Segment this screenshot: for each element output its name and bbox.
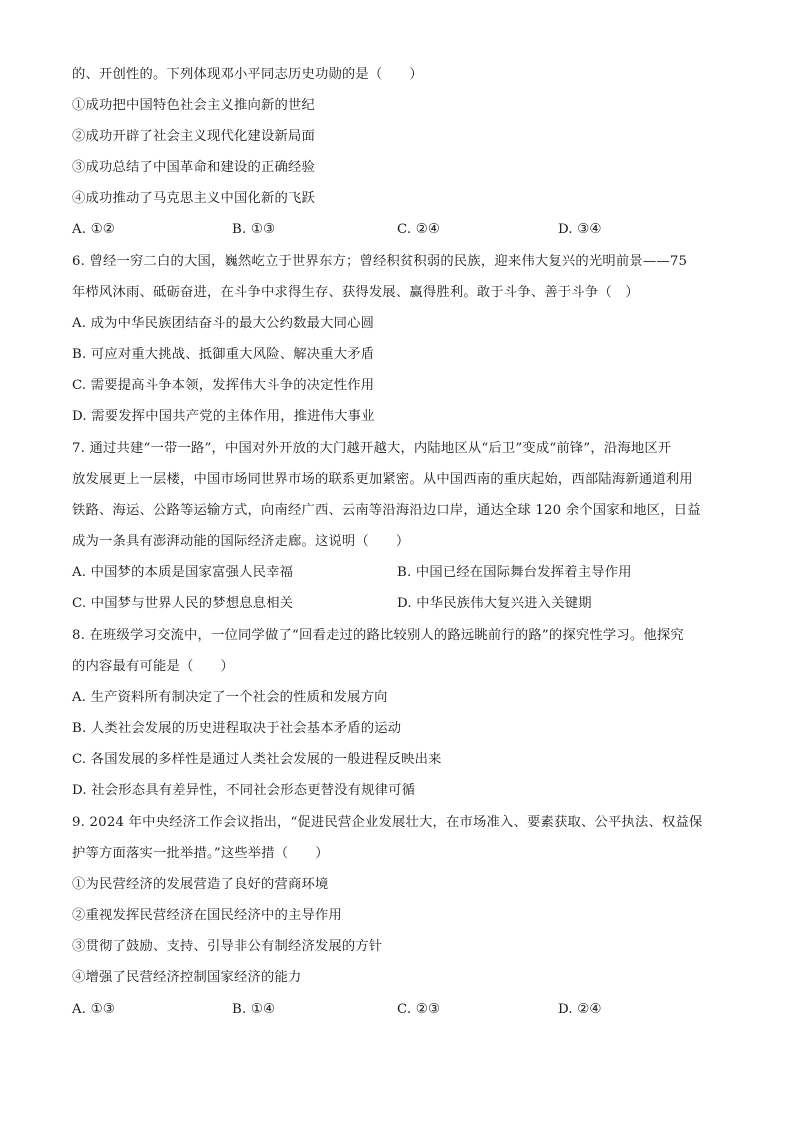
q9-option-c: C. ②③: [397, 1002, 440, 1017]
q9-item-2: ②重视发挥民营经济在国民经济中的主导作用: [72, 908, 342, 923]
q8-stem-line-1: 8. 在班级学习交流中，一位同学做了“回看走过的路比较别人的路远眺前行的路”的探究性学习。他探究: [72, 628, 684, 643]
q6-option-d: D. 需要发挥中国共产党的主体作用，推进伟大事业: [72, 409, 375, 424]
q7-option-a: A. 中国梦的本质是国家富强人民幸福: [72, 565, 294, 580]
q5-stem-end: 的、开创性的。下列体现邓小平同志历史功勋的是（ ）: [72, 67, 423, 82]
q7-stem-line-2: 放发展更上一层楼，中国市场同世界市场的联系更加紧密。从中国西南的重庆起始，西部陆海新通道利用: [72, 472, 693, 487]
q6-stem-line-1: 6. 曾经一穷二白的大国，巍然屹立于世界东方；曾经积贫积弱的民族，迎来伟大复兴的光明前景——75: [72, 254, 688, 269]
q5-item-2: ②成功开辟了社会主义现代化建设新局面: [72, 129, 315, 144]
q5-item-1: ①成功把中国特色社会主义推向新的世纪: [72, 98, 315, 113]
q9-stem-line-1: 9. 2024 年中央经济工作会议指出，“促进民营企业发展壮大，在市场准入、要素获取、公平执法、权益保: [72, 815, 703, 830]
q9-options: [72, 1001, 732, 1019]
q9-item-1: ①为民营经济的发展营造了良好的营商环境: [72, 877, 329, 892]
q6-option-a: A. 成为中华民族团结奋斗的最大公约数最大同心圆: [72, 316, 375, 331]
q7-options-row-2: [72, 595, 732, 613]
q6-option-c: C. 需要提高斗争本领，发挥伟大斗争的决定性作用: [72, 378, 375, 393]
q9-option-b: B. ①④: [232, 1002, 276, 1017]
q5-item-3: ③成功总结了中国革命和建设的正确经验: [72, 160, 315, 175]
q9-option-a: A. ①③: [72, 1002, 115, 1017]
q7-stem-line-1: 7. 通过共建“一带一路”，中国对外开放的大门越开越大，内陆地区从“后卫”变成“前锋”，沿海地区开: [72, 441, 672, 456]
q5-option-c: C. ②④: [397, 222, 440, 237]
q5-option-a: A. ①②: [72, 222, 115, 237]
q6-option-b: B. 可应对重大挑战、抵御重大风险、解决重大矛盾: [72, 347, 375, 362]
q7-options-row-1: [72, 564, 732, 582]
q8-stem-line-2: 的内容最有可能是（ ）: [72, 659, 234, 674]
q8-option-c: C. 各国发展的多样性是通过人类社会发展的一般进程反映出来: [72, 752, 442, 767]
q9-option-d: D. ②④: [558, 1002, 602, 1017]
q7-option-c: C. 中国梦与世界人民的梦想息息相关: [72, 596, 294, 611]
q5-option-d: D. ③④: [558, 222, 602, 237]
q7-option-d: D. 中华民族伟大复兴进入关键期: [397, 596, 592, 611]
q7-stem-line-3: 铁路、海运、公路等运输方式，向南经广西、云南等沿海沿边口岸，通达全球 120 余个国家和地区，日益: [72, 503, 701, 518]
q8-option-d: D. 社会形态具有差异性，不同社会形态更替没有规律可循: [72, 783, 416, 798]
q8-option-a: A. 生产资料所有制决定了一个社会的性质和发展方向: [72, 690, 388, 705]
q6-stem-line-2: 年栉风沐雨、砥砺奋进，在斗争中求得生存、获得发展、赢得胜利。敢于斗争、善于斗争（ ）: [72, 285, 639, 300]
q9-item-4: ④增强了民营经济控制国家经济的能力: [72, 970, 302, 985]
q8-option-b: B. 人类社会发展的历史进程取决于社会基本矛盾的运动: [72, 721, 402, 736]
q5-option-b: B. ①③: [232, 222, 276, 237]
q5-item-4: ④成功推动了马克思主义中国化新的飞跃: [72, 191, 315, 206]
q9-stem-line-2: 护等方面落实一批举措。”这些举措（ ）: [72, 846, 329, 861]
q9-item-3: ③贯彻了鼓励、支持、引导非公有制经济发展的方针: [72, 939, 383, 954]
q5-options: [72, 221, 732, 239]
q7-stem-line-4: 成为一条具有澎湃动能的国际经济走廊。这说明（ ）: [72, 534, 410, 549]
q7-option-b: B. 中国已经在国际舞台发挥着主导作用: [397, 565, 632, 580]
